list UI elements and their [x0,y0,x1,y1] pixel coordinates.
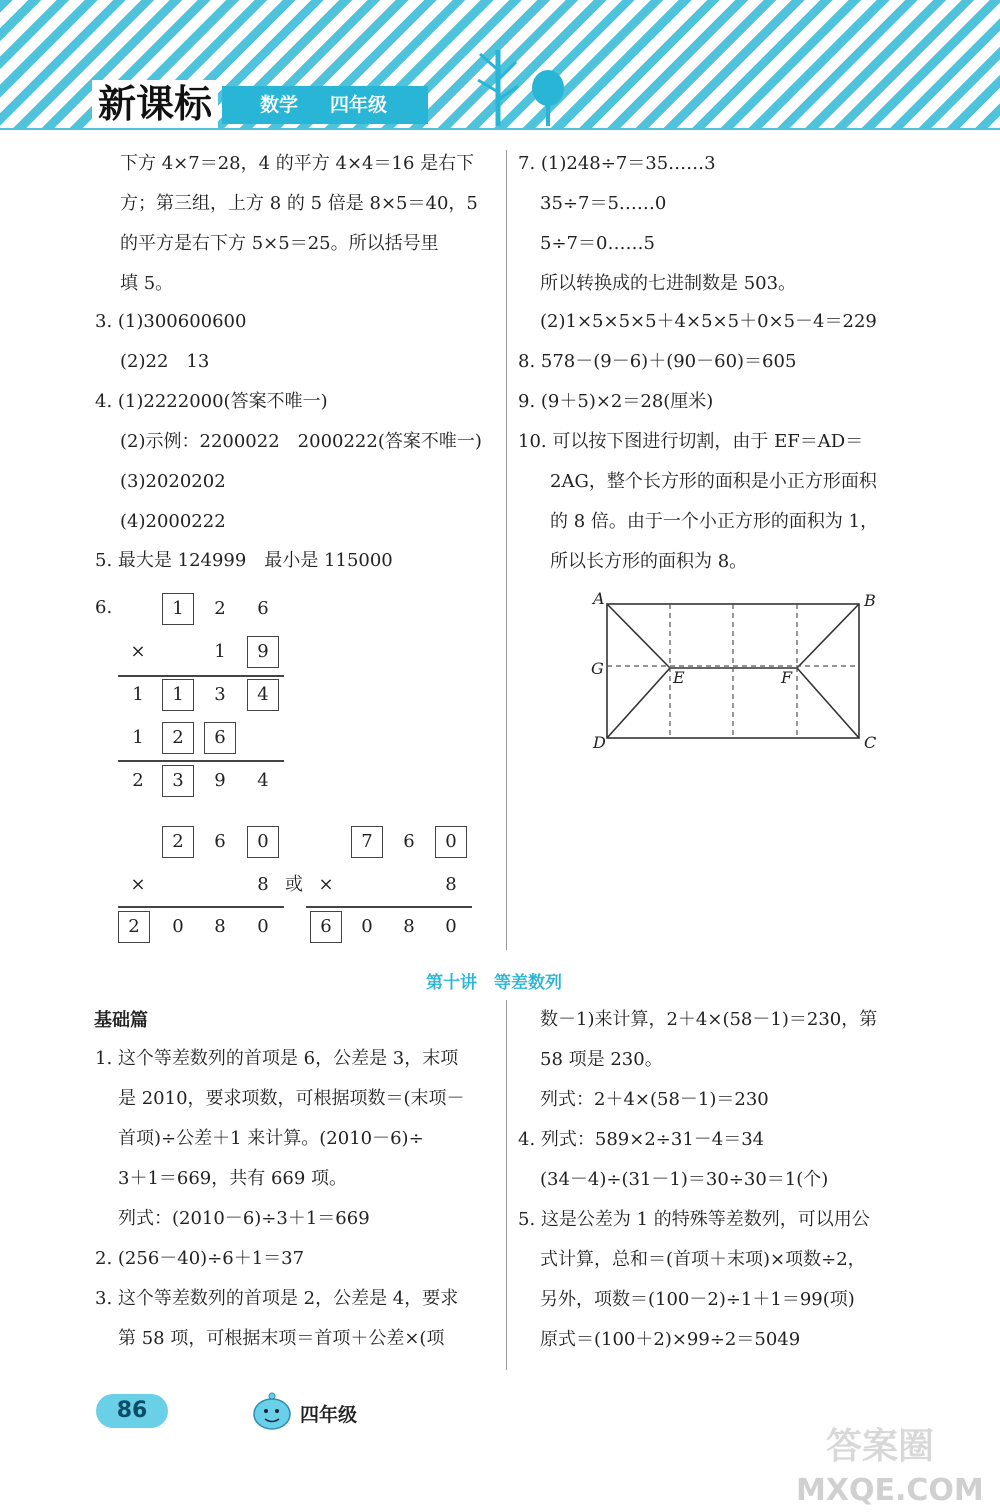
watermark-logo [786,1418,991,1508]
footer-grade: 四年级 [300,1404,358,1426]
label-A: A [593,589,605,608]
brand-title: 新课标 [92,80,218,128]
text-line: 3. (1)300600600 [95,311,247,332]
text-line: 原式＝(100＋2)×99÷2＝5049 [540,1329,801,1350]
text-line: 的平方是右下方 5×5＝25。所以括号里 [120,233,439,254]
text-line: 5. 最大是 124999 最小是 115000 [95,550,393,571]
label-F: F [781,668,793,687]
text-line: 5÷7＝0……5 [540,233,655,254]
page-header [0,0,1000,128]
text-line: 8. 578－(9－6)＋(90－60)＝605 [518,351,797,372]
text-line: 5. 这是公差为 1 的特殊等差数列，可以用公 [518,1209,870,1230]
text-line: 方；第三组，上方 8 的 5 倍是 8×5＝40，5 [120,193,478,214]
column-divider-bottom [506,1000,507,1370]
text-line: (4)2000222 [120,511,226,532]
grade-label: 四年级 [330,94,388,116]
tree-icon [466,40,576,128]
text-line: (34－4)÷(31－1)＝30÷30＝1(个) [540,1169,829,1190]
text-line: 首项)÷公差＋1 来计算。(2010－6)÷ [118,1128,424,1149]
text-line: 3＋1＝669，共有 669 项。 [118,1168,348,1189]
text-line: 列式：2＋4×(58－1)＝230 [540,1089,769,1110]
text-line: 式计算，总和＝(首项＋末项)×项数÷2， [540,1249,866,1270]
text-line: 4. 列式：589×2÷31－4＝34 [518,1129,765,1150]
text-line: 35÷7＝5……0 [540,193,667,214]
text-line: 下方 4×7＝28，4 的平方 4×4＝16 是右下 [120,153,475,174]
text-line: 的 8 倍。由于一个小正方形的面积为 1， [550,511,879,532]
text-line: 另外，项数＝(100－2)÷1＋1＝99(项) [540,1289,855,1310]
text-line: 所以长方形的面积为 8。 [550,551,748,572]
or-label: 或 [285,874,303,895]
text-line: 列式：(2010－6)÷3＋1＝669 [118,1208,370,1229]
label-C: C [864,733,877,752]
label-D: D [593,733,606,752]
text-line: 7. (1)248÷7＝35……3 [518,153,716,174]
label-E: E [673,668,685,687]
text-line: (3)2020202 [120,471,226,492]
text-line: 填 5。 [120,273,174,294]
text-line: 2. (256－40)÷6＋1＝37 [95,1248,305,1269]
text-line: 数－1)来计算，2＋4×(58－1)＝230，第 [540,1009,878,1030]
svg-text:MXQE.COM: MXQE.COM [796,1473,984,1508]
text-line: 是 2010，要求项数，可根据项数＝(末项－ [118,1088,465,1109]
text-line: 第 58 项，可根据末项＝首项＋公差×(项 [118,1328,445,1349]
basic-section-label: 基础篇 [94,1010,148,1031]
text-line: 10. 可以按下图进行切割，由于 EF＝AD＝ [518,431,864,452]
section-title: 第十讲 等差数列 [426,973,562,993]
text-line: 4. (1)2222000(答案不唯一) [95,391,328,412]
text-line: 2AG，整个长方形的面积是小正方形面积 [550,471,877,492]
mascot-icon [250,1392,294,1432]
problem-number: 6. [95,597,113,618]
page-number: 86 [96,1394,168,1428]
header-divider [0,128,1000,130]
text-line: (2)1×5×5×5＋4×5×5＋0×5－4＝229 [540,311,877,332]
text-line: 所以转换成的七进制数是 503。 [540,273,797,294]
column-divider-top [506,150,507,950]
text-line: 9. (9＋5)×2＝28(厘米) [518,391,714,412]
text-line: 1. 这个等差数列的首项是 6，公差是 3，末项 [95,1048,459,1069]
label-B: B [864,591,876,610]
svg-text:答案圈: 答案圈 [826,1426,935,1467]
subject-grade-bar [222,86,428,124]
rectangle-cut-figure [585,588,890,753]
text-line: (2)示例：2200022 2000222(答案不唯一) [120,431,482,452]
text-line: 3. 这个等差数列的首项是 2，公差是 4，要求 [95,1288,459,1309]
label-G: G [591,659,604,678]
text-line: 58 项是 230。 [540,1049,663,1070]
subject-label: 数学 [260,94,299,116]
text-line: (2)22 13 [120,351,210,372]
